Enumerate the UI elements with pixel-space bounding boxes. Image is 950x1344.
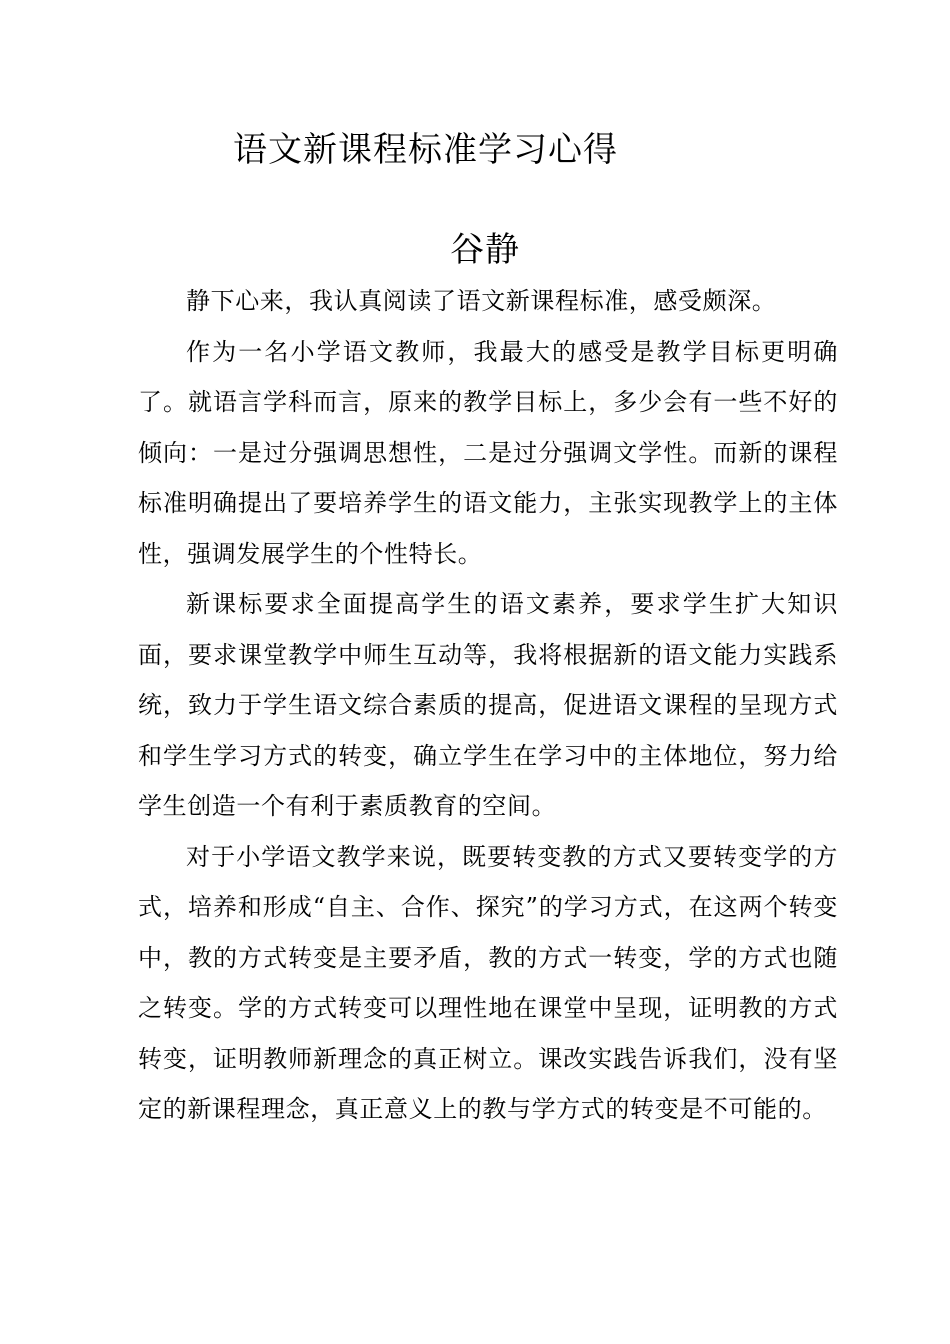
paragraph: 作为一名小学语文教师，我最大的感受是教学目标更明确了。就语言学科而言，原来的教学目标上，多少会有一些不好的倾向：一是过分强调思想性，二是过分强调文学性。而新的课程标准明确提出了要培养学生的语文能力，主张实现教学上的主体性，强调发展学生的个性特长。 <box>138 337 838 568</box>
document-title: 语文新课程标准学习心得 <box>233 130 618 170</box>
document-body <box>138 276 838 1135</box>
paragraph: 新课标要求全面提高学生的语文素养，要求学生扩大知识面，要求课堂教学中师生互动等，我将根据新的语文能力实践系统，致力于学生语文综合素质的提高，促进语文课程的呈现方式和学生学习方式的转变，确立学生在学习中的主体地位，努力给学生创造一个有利于素质教育的空间。 <box>138 590 838 820</box>
paragraph: 对于小学语文教学来说，既要转变教的方式又要转变学的方式，培养和形成“自主、合作、探究”的学习方式，在这两个转变中，教的方式转变是主要矛盾，教的方式一转变，学的方式也随之转变。学的方式转变可以理性地在课堂中呈现，证明教的方式转变，证明教师新理念的真正树立。课改实践告诉我们，没有坚定的新课程理念，真正意义上的教与学方式的转变是不可能的。 <box>138 842 838 1123</box>
paragraph: 静下心来，我认真阅读了语文新课程标准，感受颇深。 <box>186 287 777 315</box>
document-author: 谷静 <box>450 230 520 270</box>
